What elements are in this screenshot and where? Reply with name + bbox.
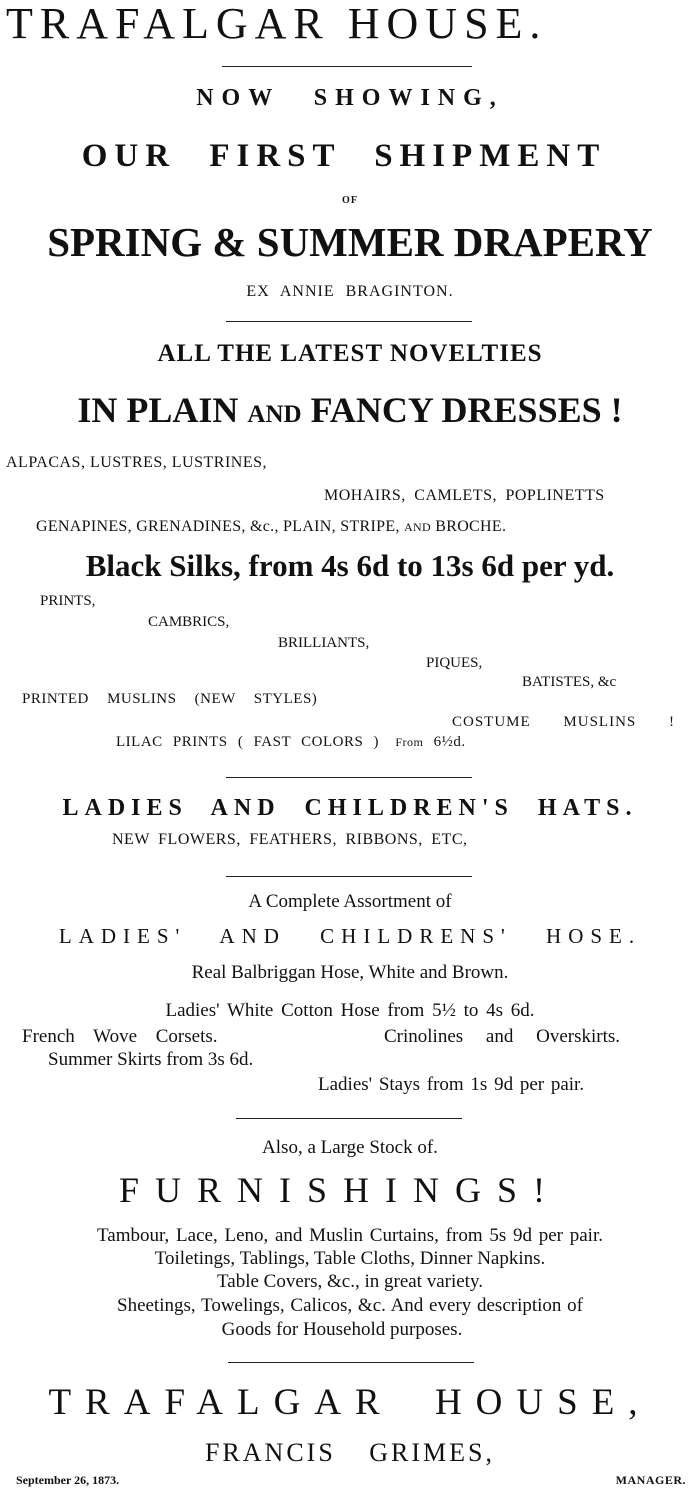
balbriggan-hose: Real Balbriggan Hose, White and Brown. [191, 962, 509, 983]
lilac-from: From [395, 735, 424, 749]
divider [226, 876, 472, 877]
latest-novelties: ALL THE LATEST NOVELTIES [157, 340, 543, 367]
fabrics-line-3 [36, 519, 506, 535]
crinolines: Crinolines and Overskirts. [384, 1026, 621, 1047]
dresses-heading [0, 392, 700, 428]
fabrics-line-3-and: AND [404, 520, 431, 534]
divider [222, 66, 472, 67]
notice-date: September 26, 1873. [16, 1473, 120, 1487]
piques-item: PIQUES, [426, 655, 483, 671]
manager-role: MANAGER. [615, 1473, 686, 1487]
batistes-item: BATISTES, &c [522, 674, 617, 690]
curtains-line: Tambour, Lace, Leno, and Muslin Curtains, from 5s 9d per pair. [97, 1225, 603, 1246]
table-covers-line: Table Covers, &c., in great variety. [217, 1271, 483, 1292]
household-goods-line: Goods for Household purposes. [221, 1319, 463, 1340]
ex-ship: EX ANNIE BRAGINTON. [246, 283, 454, 300]
hose-assortment: A Complete Assortment of [248, 891, 452, 912]
sheetings-line: Sheetings, Towelings, Calicos, &c. And every description of [117, 1295, 583, 1316]
drapery-heading: SPRING & SUMMER DRAPERY [47, 219, 653, 265]
dresses-part-b: FANCY DRESSES ! [310, 390, 623, 430]
fabrics-line-2: MOHAIRS, CAMLETS, POPLINETTS [324, 487, 605, 504]
hats-heading: LADIES AND CHILDREN'S HATS. [62, 795, 638, 821]
divider [228, 1362, 474, 1363]
hats-items: NEW FLOWERS, FEATHERS, RIBBONS, ETC, [112, 831, 468, 848]
footer-title: TRAFALGAR HOUSE, [48, 1382, 652, 1423]
hose-heading: LADIES' AND CHILDRENS' HOSE. [58, 924, 642, 948]
prints-item: PRINTS, [40, 593, 96, 609]
printed-muslins: PRINTED MUSLINS (NEW STYLES) [22, 691, 318, 707]
dresses-and: AND [247, 401, 302, 428]
furnishings-heading: FURNISHINGS! [118, 1170, 562, 1210]
divider [236, 1118, 462, 1119]
lilac-price: 6½d. [433, 734, 466, 750]
manager-name: FRANCIS GRIMES, [204, 1438, 496, 1467]
dresses-part-a: IN PLAIN [77, 390, 239, 430]
summer-skirts: Summer Skirts from 3s 6d. [48, 1049, 254, 1070]
first-shipment: OUR FIRST SHIPMENT [81, 138, 607, 174]
fabrics-line-1: ALPACAS, LUSTRES, LUSTRINES, [6, 454, 268, 471]
fabrics-line-3-a: GENAPINES, GRENADINES, &c., PLAIN, STRIPE, [36, 518, 400, 535]
wove-corsets: French Wove Corsets. [22, 1026, 218, 1047]
header-title: TRAFALGAR HOUSE. [6, 0, 548, 48]
toiletings-line: Toiletings, Tablings, Table Cloths, Dinner Napkins. [154, 1248, 546, 1269]
black-silks: Black Silks, from 4s 6d to 13s 6d per yd. [85, 548, 615, 583]
now-showing: NOW SHOWING, [196, 85, 504, 111]
fabrics-line-3-b: BROCHE. [435, 518, 507, 535]
costume-muslins: COSTUME MUSLINS ! [452, 714, 676, 730]
ladies-stays: Ladies' Stays from 1s 9d per pair. [318, 1074, 585, 1095]
brilliants-item: BRILLIANTS, [278, 635, 370, 651]
cambrics-item: CAMBRICS, [148, 614, 230, 630]
lilac-prints [116, 735, 466, 750]
of-label: OF [342, 195, 358, 206]
cotton-hose: Ladies' White Cotton Hose from 5½ to 4s 6d. [165, 1000, 535, 1021]
large-stock: Also, a Large Stock of. [262, 1137, 438, 1158]
divider [226, 321, 472, 322]
lilac-prints-text: LILAC PRINTS ( FAST COLORS ) [116, 734, 380, 750]
divider [226, 777, 472, 778]
